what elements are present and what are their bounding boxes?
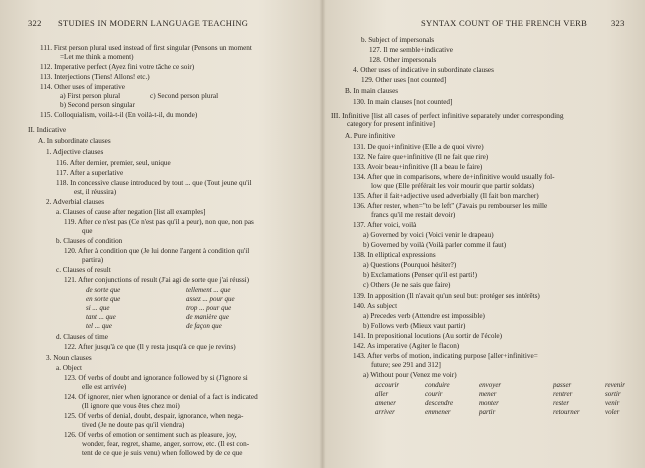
verb: partir xyxy=(479,408,496,416)
text-line: 127. Il me semble+indicative xyxy=(369,46,453,54)
text-line: 112. Imperative perfect (Ayez fini votre tâche ce soir) xyxy=(40,63,195,71)
text-line: a. Clauses of cause after negation [list all examples] xyxy=(56,208,206,216)
text-line: category for present infinitive] xyxy=(347,120,436,128)
text-line: a) First person plural xyxy=(60,92,121,100)
text-line: 135. After il fait+adjective used adverbially (Il fait bon marcher) xyxy=(353,192,539,200)
text-line: c. Clauses of result xyxy=(56,266,111,274)
running-title-left: STUDIES IN MODERN LANGUAGE TEACHING xyxy=(58,18,249,28)
text-line: 116. After dernier, premier, seul, unique xyxy=(56,159,171,167)
text-line: 134. After que in comparisons, where de+infinitive would usually fol- xyxy=(353,173,555,181)
text-line: 137. After voici, voilà xyxy=(353,221,417,229)
conjunction: de manière que xyxy=(186,313,229,321)
conjunction: tant ... que xyxy=(86,313,116,321)
section-heading: III. Infinitive [list all cases of perfect infinitive separately under corresponding xyxy=(331,111,564,120)
text-line: 3. Noun clauses xyxy=(46,354,92,362)
conjunction: tel ... que xyxy=(86,322,112,330)
text-line: 139. In apposition (Il n'avait qu'un seul but: protéger ses intérêts) xyxy=(353,292,540,300)
text-line: wonder, fear, regret, shame, anger, sorrow, etc. (Il est con- xyxy=(82,440,250,448)
text-line: (Il ignore que vous êtes chez moi) xyxy=(82,402,180,410)
verb: arriver xyxy=(375,408,395,416)
text-line: 120. After à condition que (Je lui donne l'argent à condition qu'il xyxy=(64,247,250,255)
text-line: 136. After rester, when="to be left" (J'avais pu rembourser les mille xyxy=(353,202,548,210)
verb: revenir xyxy=(605,381,625,389)
text-line: b) Governed by voilà (Voilà parler comme il faut) xyxy=(363,241,507,249)
text-line: 138. In elliptical expressions xyxy=(353,251,436,259)
verb: monter xyxy=(479,399,499,407)
text-line: b) Follows verb (Mieux vaut partir) xyxy=(363,322,466,330)
verb: accourir xyxy=(375,381,400,389)
verb: rentrer xyxy=(553,390,573,398)
text-line: partira) xyxy=(82,256,104,264)
text-line: 131. De quoi+infinitive (Elle a de quoi vivre) xyxy=(353,143,484,151)
conjunction-column-1 xyxy=(86,286,120,331)
right-page xyxy=(323,0,645,468)
text-line: a) Questions (Pourquoi hésiter?) xyxy=(363,261,457,269)
text-line: 124. Of ignorer, nier when ignorance or denial of a fact is indicated xyxy=(64,393,258,401)
verb: venir xyxy=(605,399,620,407)
text-line: b) Exclamations (Penser qu'il est parti!) xyxy=(363,271,478,279)
conjunction-column-2 xyxy=(186,286,235,331)
conjunction: si ... que xyxy=(86,304,110,312)
text-line: B. In main clauses xyxy=(345,87,399,95)
text-line: =Let me think a moment) xyxy=(60,53,134,61)
text-line: est, il réussira) xyxy=(74,188,117,196)
verb-column-5 xyxy=(605,381,625,417)
text-line: 143. After verbs of motion, indicating purpose [aller+infinitive= xyxy=(353,352,538,360)
text-line: A. In subordinate clauses xyxy=(38,137,111,145)
verb: rester xyxy=(553,399,570,407)
text-line: 133. Avoir beau+infinitive (Il a beau le faire) xyxy=(353,163,483,171)
text-line: 129. Other uses [not counted] xyxy=(361,76,447,84)
text-line: 111. First person plural used instead of first singular (Pensons un moment xyxy=(40,44,252,52)
text-line: tived (Je ne doute pas qu'il viendra) xyxy=(82,421,185,429)
text-line: 4. Other uses of indicative in subordinate clauses xyxy=(353,66,494,74)
verb: conduire xyxy=(425,381,450,389)
verb: emmener xyxy=(425,408,451,416)
conjunction: de sorte que xyxy=(86,286,121,294)
conjunction: trop ... pour que xyxy=(186,304,232,312)
text-line: 118. In concessive clause introduced by tout ... que (Tout jeune qu'il xyxy=(56,179,252,187)
text-line: tent de ce que je suis venu) when followed by de ce que xyxy=(82,449,243,457)
text-line: 128. Other impersonals xyxy=(369,56,437,64)
text-line: d. Clauses of time xyxy=(56,333,108,341)
text-line: 130. In main clauses [not counted] xyxy=(353,98,453,106)
left-page xyxy=(0,0,322,468)
verb-column-2 xyxy=(425,381,453,417)
conjunction: de façon que xyxy=(186,322,222,330)
verb-column-3 xyxy=(479,381,501,417)
verb: voler xyxy=(605,408,620,416)
text-line: 142. As imperative (Agiter le flacon) xyxy=(353,342,460,350)
verb: aller xyxy=(375,390,389,398)
verb: envoyer xyxy=(479,381,502,389)
section-heading: II. Indicative xyxy=(28,125,67,134)
verb-column-1 xyxy=(375,381,399,417)
text-line: A. Pure infinitive xyxy=(345,132,396,140)
text-line: 122. After jusqu'à ce que (Il y resta jusqu'à ce que je revins) xyxy=(64,343,236,351)
text-line: b. Subject of impersonals xyxy=(361,36,435,44)
text-line: a) Precedes verb (Attendre est impossible) xyxy=(363,312,485,320)
verb: sortir xyxy=(605,390,621,398)
text-line: elle est arrivée) xyxy=(82,383,127,391)
verb: passer xyxy=(553,381,572,389)
text-line: 117. After a superlative xyxy=(56,169,124,177)
text-line: 119. After ce n'est pas (Ce n'est pas qu'il a peur), non que, non pas xyxy=(64,218,254,226)
text-line: c) Second person plural xyxy=(150,92,219,100)
text-line: 126. Of verbs of emotion or sentiment such as pleasure, joy, xyxy=(64,431,237,439)
conjunction: en sorte que xyxy=(86,295,121,303)
verb: courir xyxy=(425,390,443,398)
conjunction: tellement ... que xyxy=(186,286,231,294)
text-line: a) Without pour (Venez me voir) xyxy=(363,371,457,379)
text-line: 121. After conjunctions of result (J'ai agi de sorte que j'ai réussi) xyxy=(64,276,250,284)
text-line: que xyxy=(82,227,93,235)
verb: amener xyxy=(375,399,396,407)
text-line: b) Second person singular xyxy=(60,101,135,109)
text-line: 115. Colloquialism, voilà-t-il (En voilà-t-il, du monde) xyxy=(40,111,198,119)
text-line: 2. Adverbial clauses xyxy=(46,198,105,206)
verb: descendre xyxy=(425,399,454,407)
running-title-right: SYNTAX COUNT OF THE FRENCH VERB xyxy=(421,18,588,28)
text-line: 123. Of verbs of doubt and ignorance followed by si (J'ignore si xyxy=(64,374,248,382)
text-line: low que (Elle préférait les voir mourir que partir soldats) xyxy=(371,182,535,190)
verb: mener xyxy=(479,390,497,398)
text-line: 114. Other uses of imperative xyxy=(40,83,125,91)
text-line: c) Others (Je ne sais que faire) xyxy=(363,281,451,289)
page-number-left: 322 xyxy=(28,18,42,28)
text-line: a) Governed by voici (Voici venir le drapeau) xyxy=(363,231,494,239)
text-line: future; see 291 and 312] xyxy=(371,361,441,369)
text-line: 132. Ne faire que+infinitive (Il ne fait que rire) xyxy=(353,153,489,161)
text-line: francs qu'il me restait devoir) xyxy=(371,211,456,219)
page-number-right: 323 xyxy=(611,18,625,28)
text-line: b. Clauses of condition xyxy=(56,237,123,245)
verb-column-4 xyxy=(553,381,580,417)
text-line: 113. Interjections (Tiens! Allons! etc.) xyxy=(40,73,150,81)
verb: retourner xyxy=(553,408,580,416)
text-line: 140. As subject xyxy=(353,302,398,310)
text-line: 125. Of verbs of denial, doubt, despair, ignorance, when nega- xyxy=(64,412,244,420)
text-line: 1. Adjective clauses xyxy=(46,148,104,156)
text-line: a. Object xyxy=(56,364,82,372)
conjunction: assez ... pour que xyxy=(186,295,235,303)
text-line: 141. In prepositional locutions (Au sortir de l'école) xyxy=(353,332,503,340)
